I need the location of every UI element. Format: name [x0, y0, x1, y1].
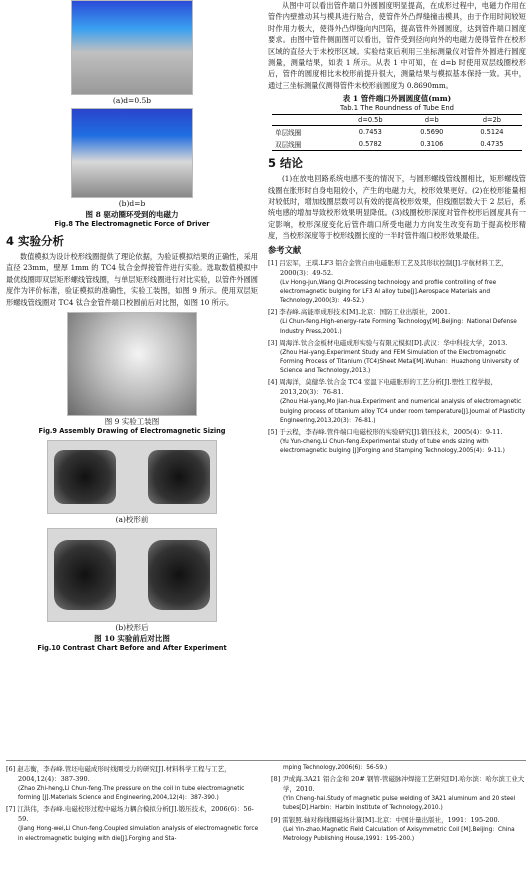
conclusion-paragraph: (1)在放电回路系统电感不变的情况下，与圆形螺线管线圈相比，矩形螺线管线圈在胀形时自身电阻较小，产生的电磁力大，校形效果更好。(2)在校形能量相对较低时，增加线圈层数可以有效的提高校形效果，但线圈层数大于 2 层后，系统电感的增加导致校形效果明显降低。(3)线圈校形深度对管件校形后圆度具有一定影响，校形深度变化后管件端口所受电磁力方向发生改变有助于提高校形精度，当校形深度等于校形线圈长度的一半时管件端口校形效果最佳。: [268, 174, 526, 241]
figure-10a-caption: (a)校形前: [115, 515, 149, 525]
column-divider: [6, 760, 526, 761]
tube-side-after: [148, 540, 210, 610]
figure-10a-image: [47, 440, 217, 514]
reference-item: [7] 江洪伟，李春峰.电磁校形过程中磁场力耦合模拟分析[J].锻压技术，2006(6)：56-59.: [6, 805, 254, 824]
right-column: [268, 0, 526, 457]
bottom-left-references: [6, 764, 261, 845]
reference-item: [2] 李春峰.高能率成形技术[M].北京：国防工业出版社，2001.: [268, 308, 451, 317]
table-cell: 0.5124: [480, 128, 504, 137]
table-cell: 0.5690: [420, 128, 444, 137]
results-paragraph: 从图中可以看出管件端口外圆圆度明显提高，在成形过程中，电磁力作用在管件内壁推动其与模具进行贴合，使管件外凸焊缝撞击模具，由于作用时间较短时作用力极大，使得外凸焊缝向内凹陷，提高管件外圆圆度，达到管件端口圆度要求。由图中管件侧面图可以看出，管件受到径向向外的电磁力使得管件在校形区域的直径大于未校形区域。实验结束后利用三坐标测量仪对管件外圆进行圆度测量，测量结果，如表 1 所示。从表 1 中可知，在 d=b 时使用双层线圈校形后，管件的圆度相比未校形前提升很大，测量结果与模拟基本保持一致。其中，通过三坐标测量仪测得管件未校形前圆度为 0.8690mm。: [268, 1, 526, 90]
roundness-table: [272, 114, 522, 151]
reference-item-en: (Lv Hong-jun,Wang Qi.Processing technology and profile controlling of free electromagnetic bulging for LF3 Al alloy tube[J].Aerospace Materials and Technology,2000(3)：49-52.): [280, 279, 497, 305]
figure-8-caption-cn: 图 8 驱动圈环受到的电磁力: [85, 210, 179, 219]
table-1-caption-cn: 表 1 管件端口外圆圆度值(mm): [342, 94, 452, 104]
table-row: [272, 126, 522, 139]
section-5-heading: 5 结论: [268, 156, 304, 171]
table-cell: 0.7453: [358, 128, 382, 137]
table-cell: 0.5782: [339, 138, 402, 151]
left-column: [6, 0, 258, 653]
figure-10-caption-en: Fig.10 Contrast Chart Before and After Experiment: [37, 644, 227, 653]
reference-item: [8] 尹成海.3A21 铝合金和 20# 钢管-管磁脉冲焊接工艺研究[D].哈尔滨：哈尔滨工业大学，2010.: [271, 775, 525, 794]
reference-item-en: (Li Chun-feng.High-energy-rate Forming Technology[M].Beijing：National Defense Industry Press,2001.): [280, 319, 517, 335]
reference-item-en: (Zhou Hai-yang,Mo Jian-hua.Experiment and numerical analysis of electromagnetic bulging process of titanium alloy TC4 under room temperature[J].Journal of Plasticity Engineering,2013,20(3)：76-81.): [280, 399, 526, 424]
table-row: [272, 138, 522, 151]
tube-end-before: [54, 450, 116, 504]
reference-item: [1] 吕宏军，王琪.LF3 铝合金管自由电磁胀形工艺及其形状控制[J].宇航材料工艺，2000(3)：49-52.: [268, 258, 508, 277]
section-4-heading: 4 实验分析: [6, 234, 65, 248]
reference-item-en: (Zhao Zhi-heng,Li Chun-feng.The pressure on the coil in tube electromagnetic forming [J].Materials Science and Engineering,2004,12(4)：387-390.): [18, 786, 245, 802]
table-cell: 双层线圈: [272, 138, 339, 151]
figure-8a-caption: (a)d=0.5b: [112, 96, 152, 105]
tube-end-after: [54, 540, 116, 610]
reference-item-en: (Jiang Hong-wei,Li Chun-feng.Coupled simulation analysis of electromagnetic force in electromagnetic bulging with die[J].Forging and Sta-: [18, 826, 259, 842]
table-header-cell: d=b: [402, 115, 462, 126]
bottom-right-references: [271, 764, 526, 845]
table-cell: 单层线圈: [275, 129, 302, 138]
figure-10b-image: [47, 528, 217, 622]
table-header-cell: d=0.5b: [339, 115, 402, 126]
reference-item-en: (Yu Yun-cheng,Li Chun-feng.Experimental study of tube ends sizing with electromagnetic bulging [J]Forging and Stamping Technology,2005(4)：9-11.): [280, 438, 505, 455]
table-header-cell: d=2b: [462, 115, 522, 126]
figure-8a-image: [71, 0, 193, 95]
table-header-row: [272, 115, 522, 126]
bottom-references: [6, 764, 526, 845]
reference-item: [3] 周海洋.钛合金板材电磁成形实验与有限元模拟[D].武汉：华中科技大学，2013.: [268, 338, 508, 347]
figure-9-caption-en: Fig.9 Assembly Drawing of Electromagnetic Sizing: [38, 427, 226, 436]
tube-side-before: [148, 450, 210, 504]
reference-item-en: (Yin Cheng-hai.Study of magnetic pulse welding of 3A21 aluminum and 20 steel tubes[D].Harbin：Harbin Institute of Technology,2010.): [283, 796, 516, 812]
figure-8b-image: [71, 108, 193, 198]
figure-10-caption-cn: 图 10 实验前后对比图: [94, 634, 170, 644]
table-cell: 0.3106: [402, 138, 462, 151]
figure-8b-caption: (b)d=b: [118, 199, 146, 208]
figure-10b-caption: (b)校形后: [115, 623, 149, 633]
figure-8-caption-en: Fig.8 The Electromagnetic Force of Driver: [54, 220, 210, 228]
reference-item: [9] 雷银照.轴对称线圈磁场计算[M].北京：中国计量出版社，1991：195-200.: [271, 815, 500, 824]
reference-item-en: (Zhou Hai-yang.Experiment Study and FEM Simulation of the Electromagnetic Forming Process of Titanium (TC4)Sheet Metal[M].Wuhan：Huazhong University of Science and Technology,2013.): [280, 349, 519, 375]
table-header-cell: [272, 115, 339, 126]
reference-item: [6] 赵志衡，李春峰.管坯电磁成形时线圈受力的研究[J].材料科学工程与工艺，2004,12(4)：387-390.: [6, 765, 231, 783]
reference-continuation: mping Technology,2006(6)：56-59.): [283, 765, 388, 771]
references-heading: 参考文献: [268, 244, 302, 255]
table-cell: 0.4735: [462, 138, 522, 151]
reference-item-en: (Lei Yin-zhao.Magnetic Field Calculation of Axisymmetric Coil [M].Beijing：China Metrology Publishing House,1991：195-200.): [283, 826, 515, 842]
reference-item: [4] 周海洋，莫健华.钛合金 TC4 室温下电磁胀形的工艺分析[J].塑性工程学报，2013,20(3)：76-81.: [268, 378, 498, 397]
figure-9-caption-cn: 图 9 实验工装图: [104, 417, 160, 427]
figure-9-image: [67, 312, 197, 416]
reference-list: [268, 258, 526, 457]
reference-item: [5] 于云程，李春峰.管件端口电磁校形的实验研究[J].锻压技术，2005(4)：9-11.: [268, 427, 503, 436]
section-4-paragraph: 数值模拟为设计校形线圈提供了理论依据，为验证模拟结果的正确性，采用直径 23mm，壁厚 1mm 的 TC4 钛合金焊接管件进行实验。选取数值模拟中最优线圈即双层矩形螺线管线圈，与单层矩形线圈进行对比实验，以管件外圆圆度作为评价标准，验证模拟的准确性，实验工装图，如图 9 所示。使用双层矩形螺线管线圈对 TC4 钛合金管件端口校圆前后对比图，如图 10 所示。: [6, 252, 258, 307]
table-1-caption-en: Tab.1 The Roundness of Tube End: [340, 104, 454, 113]
